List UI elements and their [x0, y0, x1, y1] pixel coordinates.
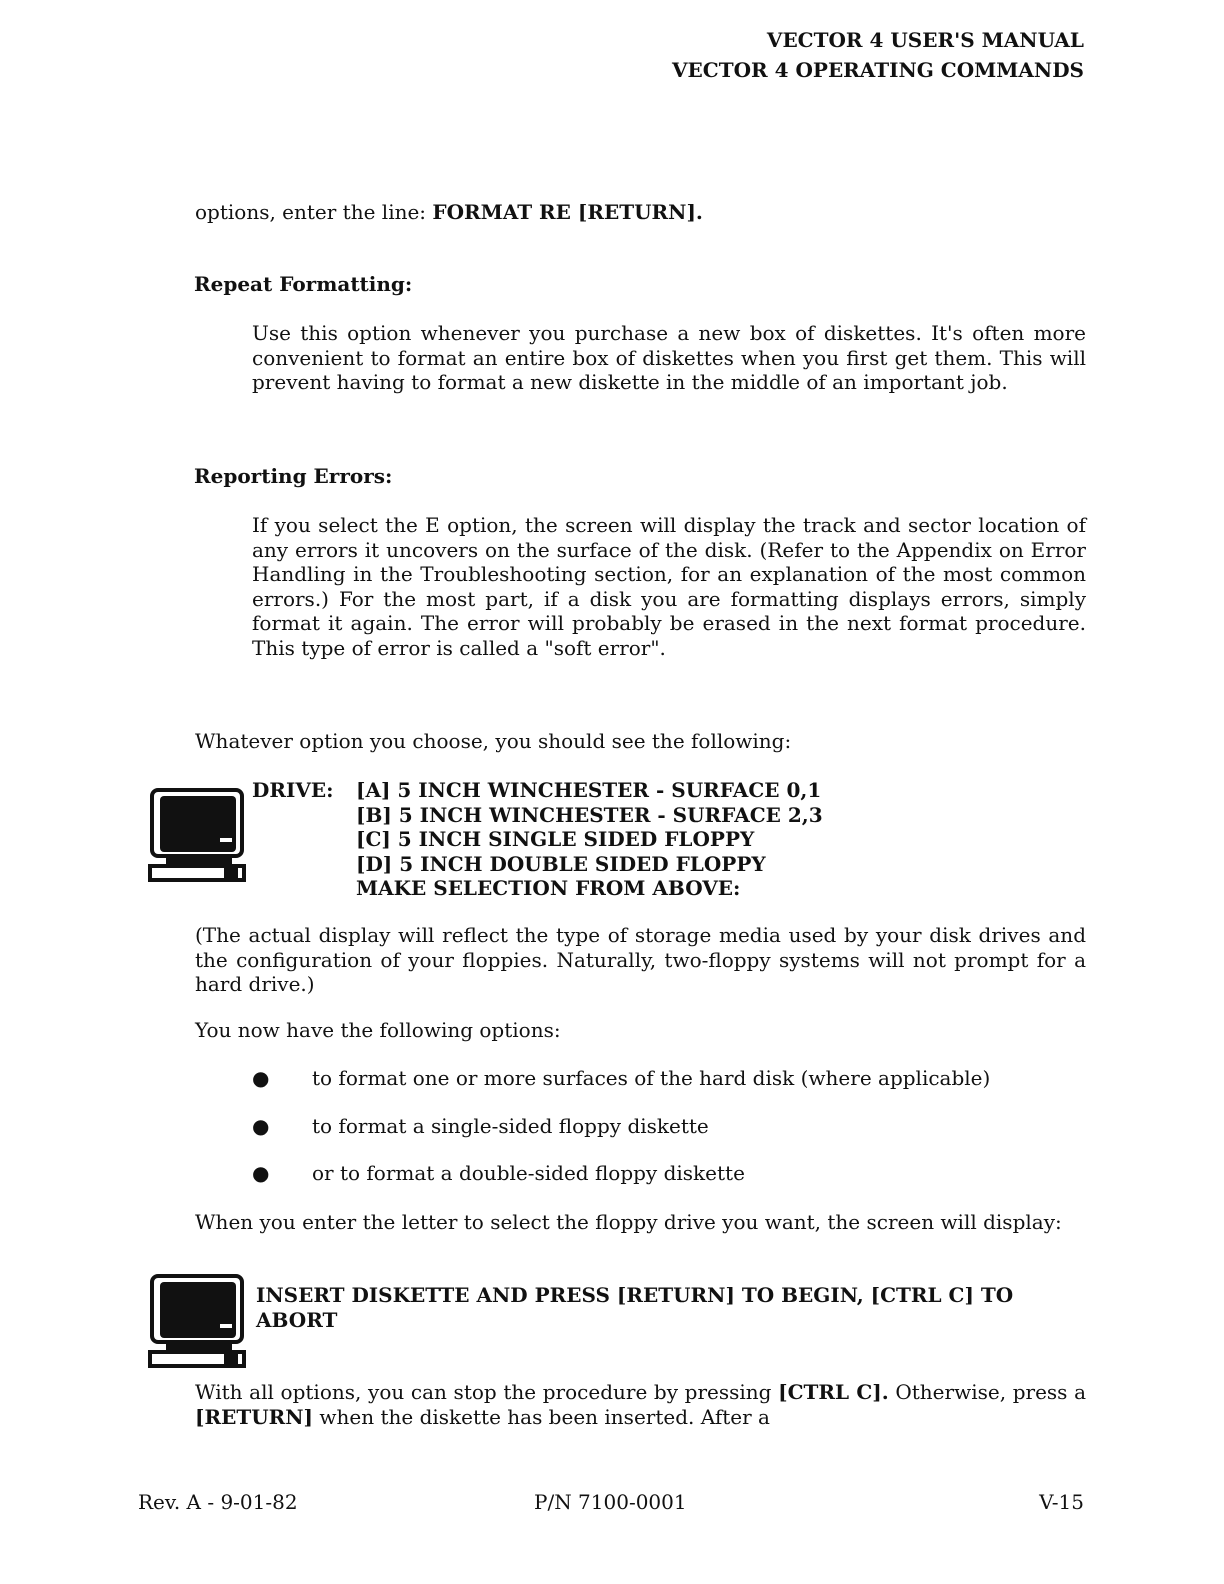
footer-part-number: P/N 7100-0001 [534, 1490, 687, 1514]
drive-option-a: [A] 5 INCH WINCHESTER - SURFACE 0,1 [356, 778, 822, 802]
drive-option-c: [C] 5 INCH SINGLE SIDED FLOPPY [356, 827, 755, 851]
repeat-formatting-paragraph: Use this option whenever you purchase a new box of diskettes. It's often more convenient to format an entire box of diskettes when you first get them. This will prevent having to format a new diskette in the middle of an important job. [252, 321, 1086, 394]
intro-line [195, 200, 703, 225]
list-item [252, 1161, 745, 1186]
intro-command: FORMAT RE [RETURN]. [432, 200, 703, 224]
option-single-sided: to format a single-sided floppy diskette [312, 1114, 709, 1138]
terminal-icon [148, 786, 248, 886]
running-header-title: VECTOR 4 USER'S MANUAL [766, 28, 1084, 52]
closing-part3: when the diskette has been inserted. After a [313, 1404, 770, 1429]
option-hard-disk: to format one or more surfaces of the hard disk (where applicable) [312, 1066, 991, 1090]
option-double-sided: or to format a double-sided floppy diskette [312, 1161, 745, 1185]
bullet-icon: ● [252, 1066, 270, 1090]
terminal-icon [148, 1272, 248, 1372]
repeat-formatting-heading: Repeat Formatting: [194, 272, 413, 296]
bullet-icon: ● [252, 1114, 270, 1138]
insert-diskette-display: INSERT DISKETTE AND PRESS [RETURN] TO BEGIN, [CTRL C] TO ABORT [256, 1283, 1014, 1332]
footer-revision: Rev. A - 9-01-82 [138, 1490, 298, 1514]
drive-selection-prompt: MAKE SELECTION FROM ABOVE: [356, 876, 741, 900]
reporting-errors-heading: Reporting Errors: [194, 464, 393, 488]
drive-label: DRIVE: [252, 778, 334, 802]
drive-option-d: [D] 5 INCH DOUBLE SIDED FLOPPY [356, 851, 766, 876]
list-item [252, 1114, 709, 1139]
drive-selection-display [252, 778, 823, 901]
closing-part1: With all options, you can stop the procedure by pressing [195, 1380, 779, 1404]
reporting-errors-paragraph: If you select the E option, the screen will display the track and sector location of any errors it uncovers on the surface of the disk. (Refer to the Appendix on Error Handling in the Troubleshooting section, for an explanation of the most common errors.) For the most part, if a disk you are formatting displays errors, simply format it again. The error will probably be erased in the next format procedure. This type of error is called a "soft error". [252, 513, 1086, 660]
intro-prefix: options, enter the line: [195, 200, 433, 224]
ctrl-c-key: [CTRL C]. [778, 1380, 889, 1404]
footer-page-number: V-15 [1039, 1490, 1084, 1514]
closing-paragraph [195, 1380, 1086, 1429]
actual-display-note: (The actual display will reflect the type of storage media used by your disk drives and the configuration of your floppies. Naturally, two-floppy systems will not prompt for a hard drive.) [195, 923, 1086, 996]
drive-option-b: [B] 5 INCH WINCHESTER - SURFACE 2,3 [356, 802, 823, 827]
bullet-icon: ● [252, 1161, 270, 1185]
closing-part2: Otherwise, press a [888, 1380, 1087, 1404]
running-header-section: VECTOR 4 OPERATING COMMANDS [672, 58, 1084, 82]
drive-option [252, 778, 823, 803]
options-intro-line: You now have the following options: [195, 1018, 561, 1042]
return-key: [RETURN] [195, 1404, 314, 1429]
list-item [252, 1066, 990, 1091]
when-you-enter-paragraph: When you enter the letter to select the floppy drive you want, the screen will display: [195, 1210, 1062, 1234]
whatever-option-line: Whatever option you choose, you should see the following: [195, 729, 792, 753]
